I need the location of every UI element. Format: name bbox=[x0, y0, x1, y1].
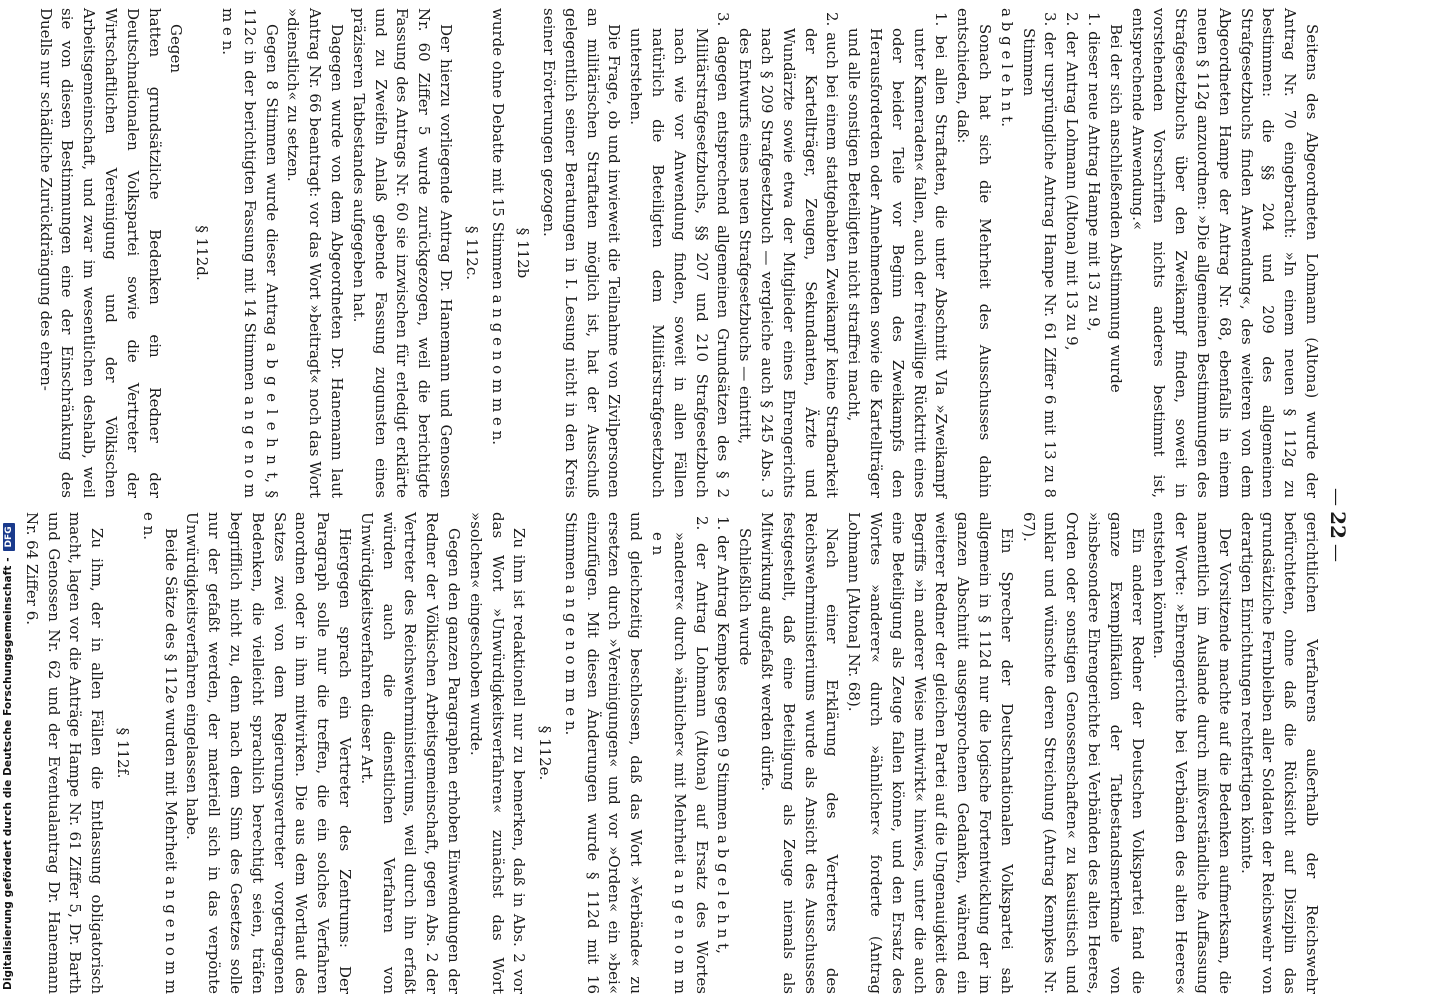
paragraph: Gegen 8 Stimmen wurde dieser Antrag a b g e l e h n t, § 112c in der berichtigten Fassung mit 14 Stimmen a n g e n o m m e n. bbox=[218, 8, 281, 498]
right-text-column bbox=[22, 512, 1322, 994]
paragraph: hatten grundsätzliche Bedenken ein Redner der Deutschnationalen Volkspartei sowie die Vertreter der Wirtschaftlichen Vereinigung und der Völkischen Arbeitsgemeinschaft, und zwar im wesentlichen deshalb, weil sie von diesen Bestimmungen eine der Einschränkung des Duells nur schädliche Zurückdrängung des ehren- bbox=[36, 8, 164, 498]
digitization-credit bbox=[2, 523, 15, 990]
paragraph: 1. dieser neue Antrag Hampe mit 13 zu 9, bbox=[1085, 12, 1104, 332]
section-heading: § 112d. bbox=[193, 225, 212, 281]
page-number: 22 bbox=[1326, 511, 1350, 539]
paragraph: Ein anderer Redner der Deutschen Volkspartei fand die ganze Exemplifikation der Tatbestandsmerkmale von »insbesondere Ehrengerichte bei Verbänden des alten Heeres, Orden oder sonstigen Genossenschaften« zu kasuistisch und unklar und wünschte deren Streichung (Antrag Kempkes Nr. 67). bbox=[1019, 512, 1147, 994]
paragraph: Sonach hat sich die Mehrheit des Ausschusses dahin entschieden, daß: bbox=[954, 8, 995, 498]
paragraph: 3. dagegen entsprechend allgemeinen Grundsätzen des § 2 Militärstrafgesetzbuchs, §§ 207 und 210 Strafgesetzbuch nach wie vor Anwendung finden, soweit in allen Fällen natürlich die Beteiligten dem Militärstrafgesetzbuch unterstehen. bbox=[627, 12, 733, 498]
paragraph: Gegen den ganzen Paragraphen erhoben Einwendungen der Redner der Völkischen Arbeitsgemeinschaft, gegen Abs. 2 der Vertreter des Reichswehrministeriums, weil durch ihn erfaßt würden auch die dienstlichen Verfahren von Unwürdigkeitsverfahren dieser Art. bbox=[357, 512, 463, 994]
paragraph: Beide Sätze des § 112e wurden mit Mehrheit a n g e n o m m e n. bbox=[139, 512, 180, 994]
section-heading: § 112e. bbox=[536, 725, 555, 781]
paragraph: Nach einer Erklärung des Vertreters des Reichswehrministeriums wurde als Ansicht des Ausschusses festgestellt, daß eine Beteiligung als Zeuge niemals als Mitwirkung aufgefaßt werden dürfe. bbox=[758, 512, 842, 994]
paragraph: Ein Sprecher der Deutschnationalen Volkspartei sah allgemein in § 112d nur die logische Fortentwicklung der im ganzen Abschnitt ausgesprochenen Gedanken, während ein weiterer Redner der gleichen Partei auf die Ungenauigkeit des Begriffs »in anderer Weise mitwirkt« hinwies, unter die auch eine Beteiligung als Zeuge fallen könne, und den Ersatz des Wortes »anderer« durch »ähnlicher« forderte (Antrag Lohmann [Altona] Nr. 68). bbox=[845, 512, 1016, 994]
section-heading: § 112f. bbox=[113, 727, 132, 779]
section-heading: § 112c. bbox=[462, 225, 481, 281]
paragraph: und gleichzeitig beschlossen, daß das Wort »Verbände« zu ersetzen durch »Vereinigungen« und vor »Orden« ein »bei« einzufügen. Mit diesen Änderungen wurde § 112d mit 16 Stimmen a n g e n o m m e n. bbox=[561, 512, 646, 994]
paragraph: Die Frage, ob und inwieweit die Teilnahme von Zivilpersonen an militärischen Straftaten möglich ist, hat der Ausschuß gelegentlich seiner Beratungen in I. Lesung nicht in den Kreis seiner Erörterungen gezogen. bbox=[540, 8, 624, 498]
paragraph: Hiergegen sprach ein Vertreter des Zentrums: Der Paragraph solle nur die treffen, die ein solches Verfahren anordnen oder in ihm mitwirken. Die aus dem Wortlaut des Satzes zwei von dem Regierungsvertreter vorgetragenen Bedenken, die vielleicht sprachlich berechtigt seien, träfen begrifflich nicht zu, denn nach dem Sinn des Gesetzes solle nur der gefaßt werden, der materiell sich in das verpönte Unwürdigkeitsverfahren eingelassen habe. bbox=[183, 512, 354, 994]
header-dash-right: — bbox=[1326, 544, 1347, 563]
paragraph: Der hierzu vorliegende Antrag Dr. Hanemann und Genossen Nr. 60 Ziffer 5 wurde zurückgezogen, weil die berichtigte Fassung des Antrags Nr. 60 sie inzwischen für erledigt erklärte und zu Zweifeln Anlaß gebende Fassung zugunsten eines präziseren Tatbestandes aufgegeben hat. bbox=[349, 8, 455, 498]
paragraph: Der Vorsitzende machte auf die Bedenken aufmerksam, die namentlich im Auslande durch mißverständliche Auffassung der Worte: »Ehrengerichte bei Verbänden des alten Heeres« entstehen könnten. bbox=[1150, 512, 1234, 994]
paragraph: a b g e l e h n t. bbox=[997, 8, 1016, 127]
paragraph: wurde ohne Debatte mit 15 Stimmen a n g e n o m m e n. bbox=[488, 8, 507, 446]
paragraph: Bei der sich anschließenden Abstimmung wurde bbox=[1106, 24, 1125, 393]
paragraph: Schließlich wurde bbox=[736, 528, 755, 666]
section-heading: § 112b bbox=[514, 227, 533, 279]
paragraph: gerichtlichen Verfahrens außerhalb der Reichswehr befürchteten, ohne daß die Rücksicht auf Disziplin das grundsätzliche Fernbleiben aller Soldaten der Reichswehr von derartigen Einrichtungen rechtfertigen könnte. bbox=[1237, 512, 1321, 994]
left-text-column bbox=[36, 8, 1322, 498]
header-dash-left: — bbox=[1326, 487, 1347, 506]
paragraph: Zu ihm, der in allen Fällen die Entlassung obligatorisch macht, lagen vor die Anträge Hampe Nr. 61 Ziffer 5, Dr. Barth und Genossen Nr. 62 und der Eventualantrag Dr. Hanemann Nr. 64 Ziffer 6. bbox=[22, 512, 107, 994]
paragraph: 3. der ursprüngliche Antrag Hampe Nr. 61 Ziffer 6 mit 13 zu 8 Stimmen bbox=[1019, 12, 1060, 498]
paragraph: 2. der Antrag Lohmann (Altona) auf Ersatz des Wortes »anderer« durch »ähnlicher« mit Mehrheit a n g e n o m m e n bbox=[649, 516, 711, 994]
paragraph: Seitens des Abgeordneten Lohmann (Altona) wurde der Antrag Nr. 70 eingebracht: »In einem neuen § 112g zu bestimmen: die §§ 204 und 209 des allgemeinen Strafgesetzbuchs finden Anwendung«, des weiteren von dem Abgeordneten Hampe der Antrag Nr. 68, ebenfalls in einem neuen § 112g anzuordnen: »Die allgemeinen Bestimmungen des Strafgesetzbuchs über den Zweikampf finden, soweit in vorstehenden Vorschriften nichts anderes bestimmt ist, entsprechende Anwendung.« bbox=[1128, 8, 1321, 498]
paragraph: 2. auch bei einem stattgehabten Zweikampf keine Strafbarkeit der Kartellträger, Zeugen, Sekundanten, Ärzte und Wundärzte sowie etwa der Mitglieder eines Ehrengerichts nach § 209 Strafgesetzbuch — vergleiche auch § 245 Abs. 3 des Entwurfs eines neuen Strafgesetzbuchs — eintritt, bbox=[736, 12, 842, 498]
paragraph: Zu ihm ist redaktionell nur zu bemerken, daß in Abs. 2 vor das Wort »Unwürdigkeitsverfahren« zunächst das Wort »solchen« eingeschoben wurde. bbox=[466, 512, 529, 994]
paragraph: 2. der Antrag Lohmann (Altona) mit 13 zu 9, bbox=[1063, 12, 1082, 351]
dfg-logo: DFG bbox=[3, 523, 15, 550]
paragraph: Gegen bbox=[167, 24, 186, 73]
page-header bbox=[1320, 470, 1350, 580]
credit-text: Digitalisierung gefördert durch die Deutsche Forschungsgemeinschaft - bbox=[2, 557, 14, 990]
paragraph: Dagegen wurde von dem Abgeordneten Dr. Hanemann laut Antrag Nr. 66 beantragt: vor das Wort »beitragt« noch das Wort »dienstlich« zu setzen. bbox=[284, 8, 346, 498]
paragraph: 1. der Antrag Kempkes gegen 9 Stimmen a b g e l e h n t, bbox=[714, 516, 733, 954]
paragraph: 1. bei allen Straftaten, die unter Abschnitt VIa »Zweikampf unter Kameraden« fallen, auch der freiwillige Rücktritt eines oder beider Teile vor Beginn des Zweikampfs den Herausforderden oder Annehmenden sowie die Kartellträger und alle sonstigen Beteiligten nicht straffrei macht, bbox=[845, 12, 951, 498]
